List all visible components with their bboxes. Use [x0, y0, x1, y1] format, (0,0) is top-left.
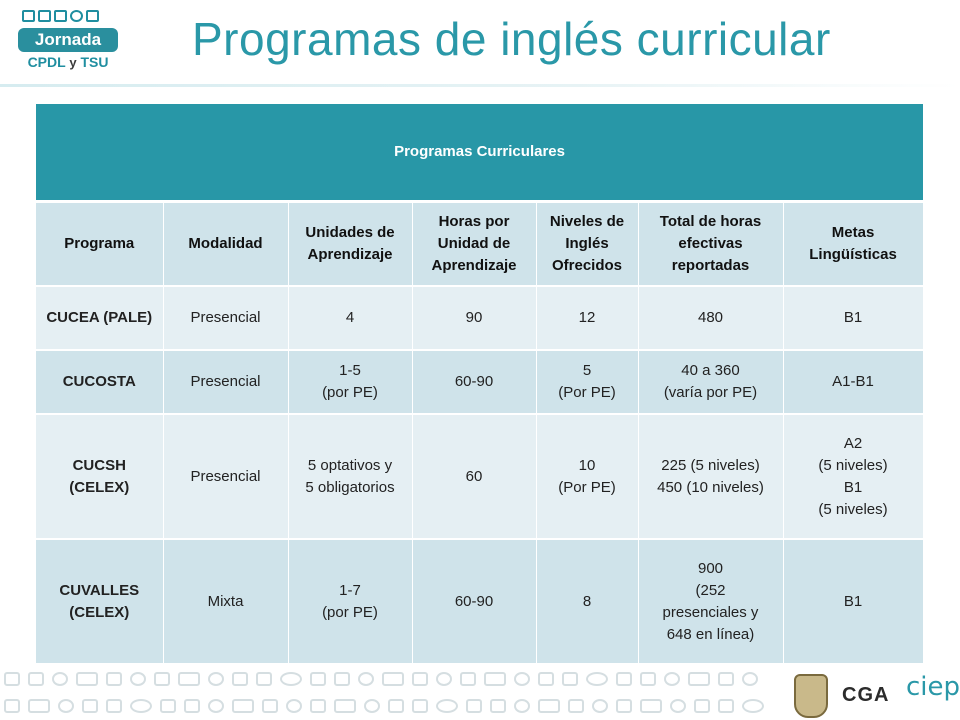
table-cell: [36, 350, 163, 414]
table-cell: [638, 350, 783, 414]
decorative-icon: [310, 672, 326, 686]
decorative-icon: [742, 699, 764, 713]
table-cell: [536, 286, 638, 350]
title-underline: [0, 84, 960, 87]
table-cell: [288, 350, 412, 414]
cell-text: presenciales y: [662, 603, 759, 621]
decorative-icon: [490, 699, 506, 713]
decorative-icon: [184, 699, 200, 713]
cell-text: CUVALLES: [59, 581, 140, 599]
decorative-icon: [106, 672, 122, 686]
table-cell: [412, 350, 536, 414]
decorative-icon: [412, 672, 428, 686]
decorative-icon: [436, 672, 452, 686]
decorative-icon: [334, 672, 350, 686]
cell-text: 450 (10 niveles): [657, 478, 764, 496]
cell-text: 480: [697, 309, 724, 326]
table-cell: [36, 539, 163, 663]
decorative-icon: [28, 699, 50, 713]
table-cell: [412, 286, 536, 350]
cell-text: (varía por PE): [663, 384, 758, 401]
table-cell: [288, 539, 412, 663]
table-cell: [163, 539, 288, 663]
monitor-icon: [54, 10, 67, 22]
decorative-icon: [742, 672, 758, 686]
logo-icons: [22, 10, 122, 24]
decorative-icon: [256, 672, 272, 686]
cell-text: 90: [465, 309, 483, 326]
decorative-icon: [670, 699, 686, 713]
calendar-icon: [38, 10, 51, 22]
decorative-icon: [130, 672, 146, 686]
clock-icon: [70, 10, 83, 22]
cell-text: Presencial: [190, 373, 261, 390]
table-cell: [536, 539, 638, 663]
cell-text: (CELEX): [69, 603, 130, 621]
cell-text: B1: [843, 478, 863, 496]
decorative-icon: [514, 672, 530, 686]
table-header-row: [36, 202, 923, 287]
decorative-icon: [178, 672, 200, 686]
table-cell: [36, 286, 163, 350]
cell-text: (por PE): [322, 603, 378, 621]
decorative-icon: [718, 672, 734, 686]
decorative-icon: [562, 672, 578, 686]
decorative-icon: [52, 672, 68, 686]
decorative-icon: [130, 699, 152, 713]
table-cell: [412, 539, 536, 663]
decorative-icon: [592, 699, 608, 713]
decorative-icon: [364, 699, 380, 713]
decorative-icon: [4, 699, 20, 713]
decorative-icon: [694, 699, 710, 713]
cell-text: 10: [578, 456, 596, 474]
cell-text: B1: [843, 592, 863, 610]
table-caption: Programas Curriculares: [36, 104, 923, 202]
decorative-icon: [232, 699, 254, 713]
decorative-icon: [640, 699, 662, 713]
cell-text: 60: [465, 467, 483, 485]
decorative-icon: [262, 699, 278, 713]
cell-text: (CELEX): [69, 478, 130, 496]
cell-text: 5: [582, 362, 592, 379]
decorative-icon-band: [0, 666, 780, 720]
cell-text: 5 obligatorios: [305, 478, 395, 496]
cell-text: 60-90: [454, 592, 494, 610]
cell-text: Mixta: [207, 592, 244, 610]
decorative-icon: [58, 699, 74, 713]
table-cell: [163, 350, 288, 414]
decorative-icon: [310, 699, 326, 713]
table-cell: [288, 286, 412, 350]
programs-table: [36, 104, 924, 663]
cell-text: CUCOSTA: [62, 373, 136, 390]
decorative-icon: [466, 699, 482, 713]
cell-text: 648 en línea): [666, 625, 755, 643]
table-row: [36, 539, 923, 663]
column-header: Modalidad: [163, 202, 288, 287]
decorative-icon: [358, 672, 374, 686]
table-cell: [638, 539, 783, 663]
decorative-icon: [688, 672, 710, 686]
decorative-icon: [586, 672, 608, 686]
table-row: [36, 286, 923, 350]
column-header: Total de horas efectivas reportadas: [638, 202, 783, 287]
cell-text: A2: [843, 434, 863, 452]
decorative-icon: [616, 699, 632, 713]
table-cell: [412, 414, 536, 539]
cell-text: (Por PE): [558, 478, 616, 496]
logo-badge: Jornada: [18, 28, 118, 52]
decorative-icon: [388, 699, 404, 713]
ciep-logo: ciep: [906, 672, 960, 702]
decorative-icon: [208, 699, 224, 713]
decorative-icon: [538, 672, 554, 686]
jornada-logo: [18, 10, 122, 74]
table-cell: [783, 539, 923, 663]
decorative-icon: [412, 699, 428, 713]
cell-text: 8: [582, 592, 592, 610]
table-cell: [783, 350, 923, 414]
cell-text: 60-90: [454, 373, 494, 390]
column-header: Horas por Unidad de Aprendizaje: [412, 202, 536, 287]
decorative-icon: [334, 699, 356, 713]
cell-text: (5 niveles): [818, 500, 888, 518]
cell-text: A1-B1: [832, 373, 874, 390]
page-title: Programas de inglés curricular: [192, 13, 831, 65]
decorative-icon: [640, 672, 656, 686]
column-header: Niveles de Inglés Ofrecidos: [536, 202, 638, 287]
decorative-icon: [664, 672, 680, 686]
cell-text: CUCSH: [72, 456, 126, 474]
cell-text: 12: [578, 309, 596, 326]
table-cell: [638, 414, 783, 539]
cell-text: (5 niveles): [818, 456, 888, 474]
decorative-icon: [514, 699, 530, 713]
cell-text: 40 a 360: [681, 362, 740, 379]
cell-text: 5 optativos y: [307, 456, 393, 474]
table-body: [36, 286, 923, 663]
programs-table-wrapper: [36, 104, 923, 663]
cell-text: 4: [345, 309, 355, 326]
logo-subtitle: CPDL y TSU: [27, 54, 109, 70]
decorative-icon: [484, 672, 506, 686]
udg-seal-icon: [794, 674, 828, 718]
decorative-icon: [280, 672, 302, 686]
decorative-icon: [436, 699, 458, 713]
decorative-icon: [106, 699, 122, 713]
book-icon: [22, 10, 35, 22]
column-header: Metas Lingüísticas: [783, 202, 923, 287]
cga-logo: CGA: [842, 684, 890, 706]
table-cell: [163, 414, 288, 539]
table-cell: [783, 286, 923, 350]
decorative-icon: [154, 672, 170, 686]
table-caption-row: [36, 104, 923, 202]
table-row: [36, 414, 923, 539]
table-cell: [163, 286, 288, 350]
cell-text: Presencial: [190, 309, 261, 326]
decorative-icon: [28, 672, 44, 686]
cell-text: 900: [697, 559, 724, 577]
table-cell: [36, 414, 163, 539]
table-cell: [536, 414, 638, 539]
column-header: Unidades de Aprendizaje: [288, 202, 412, 287]
decorative-icon: [382, 672, 404, 686]
table-cell: [288, 414, 412, 539]
cell-text: (Por PE): [558, 384, 616, 401]
cell-text: 1-7: [339, 581, 361, 599]
decorative-icon: [538, 699, 560, 713]
table-cell: [783, 414, 923, 539]
column-header: Programa: [36, 202, 163, 287]
table-row: [36, 350, 923, 414]
decorative-icon: [76, 672, 98, 686]
decorative-icon: [718, 699, 734, 713]
decorative-icon: [568, 699, 584, 713]
cell-text: CUCEA (PALE): [46, 309, 153, 326]
notebook-icon: [86, 10, 99, 22]
cell-text: B1: [843, 309, 863, 326]
decorative-icon: [616, 672, 632, 686]
decorative-icon: [208, 672, 224, 686]
cell-text: (252: [695, 581, 726, 599]
cell-text: 1-5: [339, 362, 361, 379]
decorative-icon: [286, 699, 302, 713]
cell-text: 225 (5 niveles): [661, 456, 760, 474]
table-cell: [536, 350, 638, 414]
decorative-icon: [82, 699, 98, 713]
decorative-icon: [4, 672, 20, 686]
cell-text: (por PE): [322, 384, 378, 401]
decorative-icon: [232, 672, 248, 686]
decorative-icon: [160, 699, 176, 713]
decorative-icon: [460, 672, 476, 686]
cell-text: Presencial: [190, 467, 261, 485]
table-cell: [638, 286, 783, 350]
